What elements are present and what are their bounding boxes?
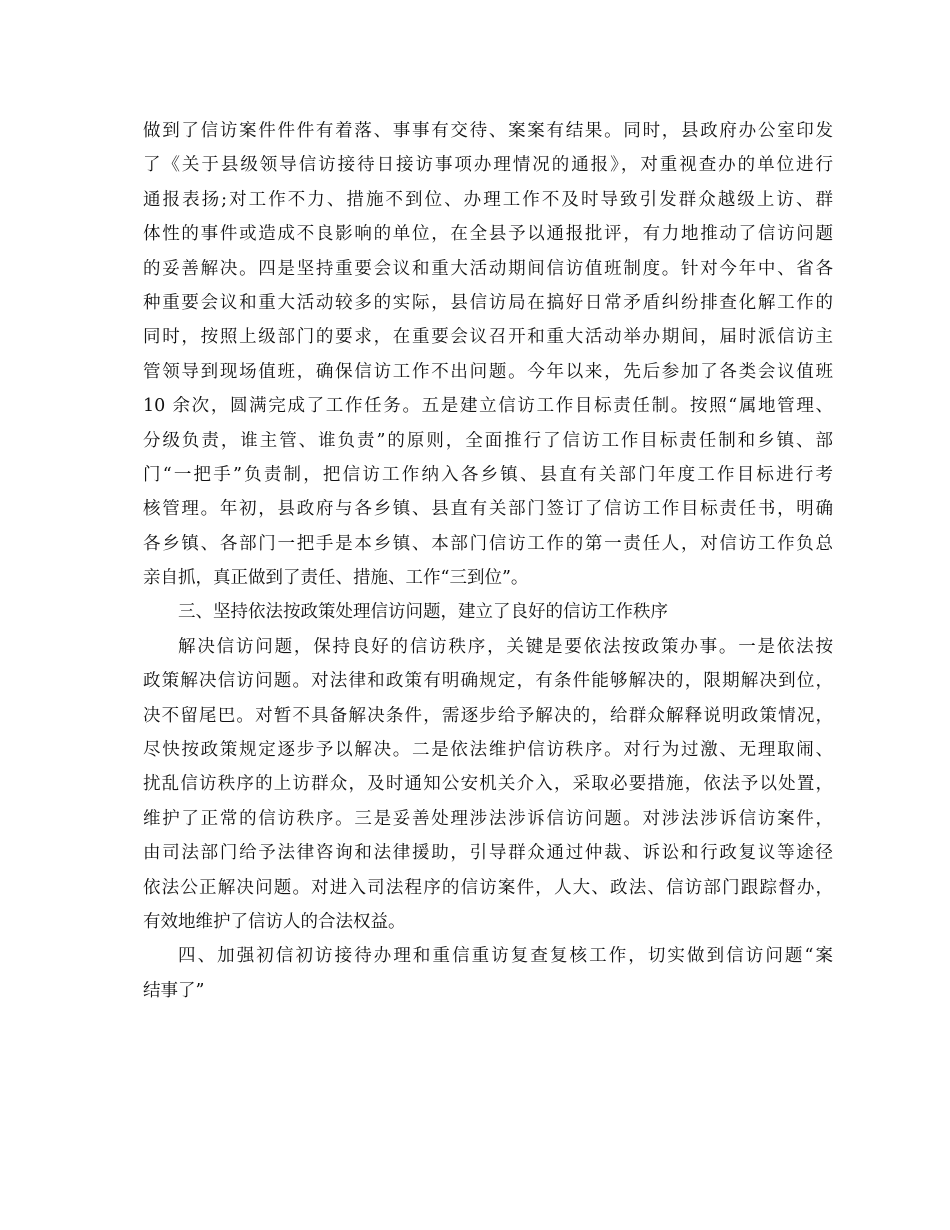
- text-line: 政策解决信访问题。对法律和政策有明确规定，有条件能够解决的，限期解决到位，: [143, 671, 833, 692]
- text-line: 各乡镇、各部门一把手是本乡镇、本部门信访工作的第一责任人，对信访工作负总: [143, 533, 833, 554]
- text-line: 解决信访问题，保持良好的信访秩序，关键是要依法按政策办事。一是依法按: [178, 636, 833, 657]
- text-line: 亲自抓，真正做到了责任、措施、工作“三到位”。: [143, 568, 529, 589]
- text-line: 门“一把手”负责制，把信访工作纳入各乡镇、县直有关部门年度工作目标进行考: [143, 464, 833, 485]
- text-line: 依法公正解决问题。对进入司法程序的信访案件，人大、政法、信访部门跟踪督办，: [143, 877, 833, 898]
- text-line: 核管理。年初，县政府与各乡镇、县直有关部门签订了信访工作目标责任书，明确: [143, 499, 833, 520]
- text-line: 做到了信访案件件件有着落、事事有交待、案案有结果。同时，县政府办公室印发: [143, 121, 833, 141]
- text-line: 决不留尾巴。对暂不具备解决条件，需逐步给予解决的，给群众解释说明政策情况，: [143, 705, 833, 726]
- text-line: 同时，按照上级部门的要求，在重要会议召开和重大活动举办期间，届时派信访主: [143, 327, 833, 348]
- text-line: 尽快按政策规定逐步予以解决。二是依法维护信访秩序。对行为过激、无理取闹、: [143, 740, 833, 761]
- text-line: 分级负责，谁主管、谁负责”的原则，全面推行了信访工作目标责任制和乡镇、部: [143, 430, 833, 451]
- text-line: 由司法部门给予法律咨询和法律援助，引导群众通过仲裁、诉讼和行政复议等途径: [143, 843, 833, 864]
- section-heading-4-cont: 结事了”: [143, 980, 205, 1001]
- text-line: 种重要会议和重大活动较多的实际，县信访局在搞好日常矛盾纠纷排查化解工作的: [143, 292, 833, 313]
- section-heading-3: 三、坚持依法按政策处理信访问题，建立了良好的信访工作秩序: [178, 602, 668, 623]
- text-line: 维护了正常的信访秩序。三是妥善处理涉法涉诉信访问题。对涉法涉诉信访案件，: [143, 808, 833, 829]
- text-line: 通报表扬;对工作不力、措施不到位、办理工作不及时导致引发群众越级上访、群: [143, 189, 833, 210]
- text-line: 的妥善解决。四是坚持重要会议和重大活动期间信访值班制度。针对今年中、省各: [143, 258, 833, 279]
- text-line: 管领导到现场值班，确保信访工作不出问题。今年以来，先后参加了各类会议值班: [143, 361, 833, 382]
- section-heading-4: 四、加强初信初访接待办理和重信重访复查复核工作，切实做到信访问题“案: [178, 946, 833, 967]
- text-line: 有效地维护了信访人的合法权益。: [143, 911, 406, 932]
- body-text: [143, 114, 833, 1008]
- text-line: 了《关于县级领导信访接待日接访事项办理情况的通报》，对重视查办的单位进行: [143, 155, 833, 176]
- text-line: 扰乱信访秩序的上访群众，及时通知公安机关介入，采取必要措施，依法予以处置，: [143, 774, 833, 795]
- text-line: 10 余次，圆满完成了工作任务。五是建立信访工作目标责任制。按照“属地管理、: [143, 396, 833, 417]
- text-line: 体性的事件或造成不良影响的单位，在全县予以通报批评，有力地推动了信访问题: [143, 224, 833, 245]
